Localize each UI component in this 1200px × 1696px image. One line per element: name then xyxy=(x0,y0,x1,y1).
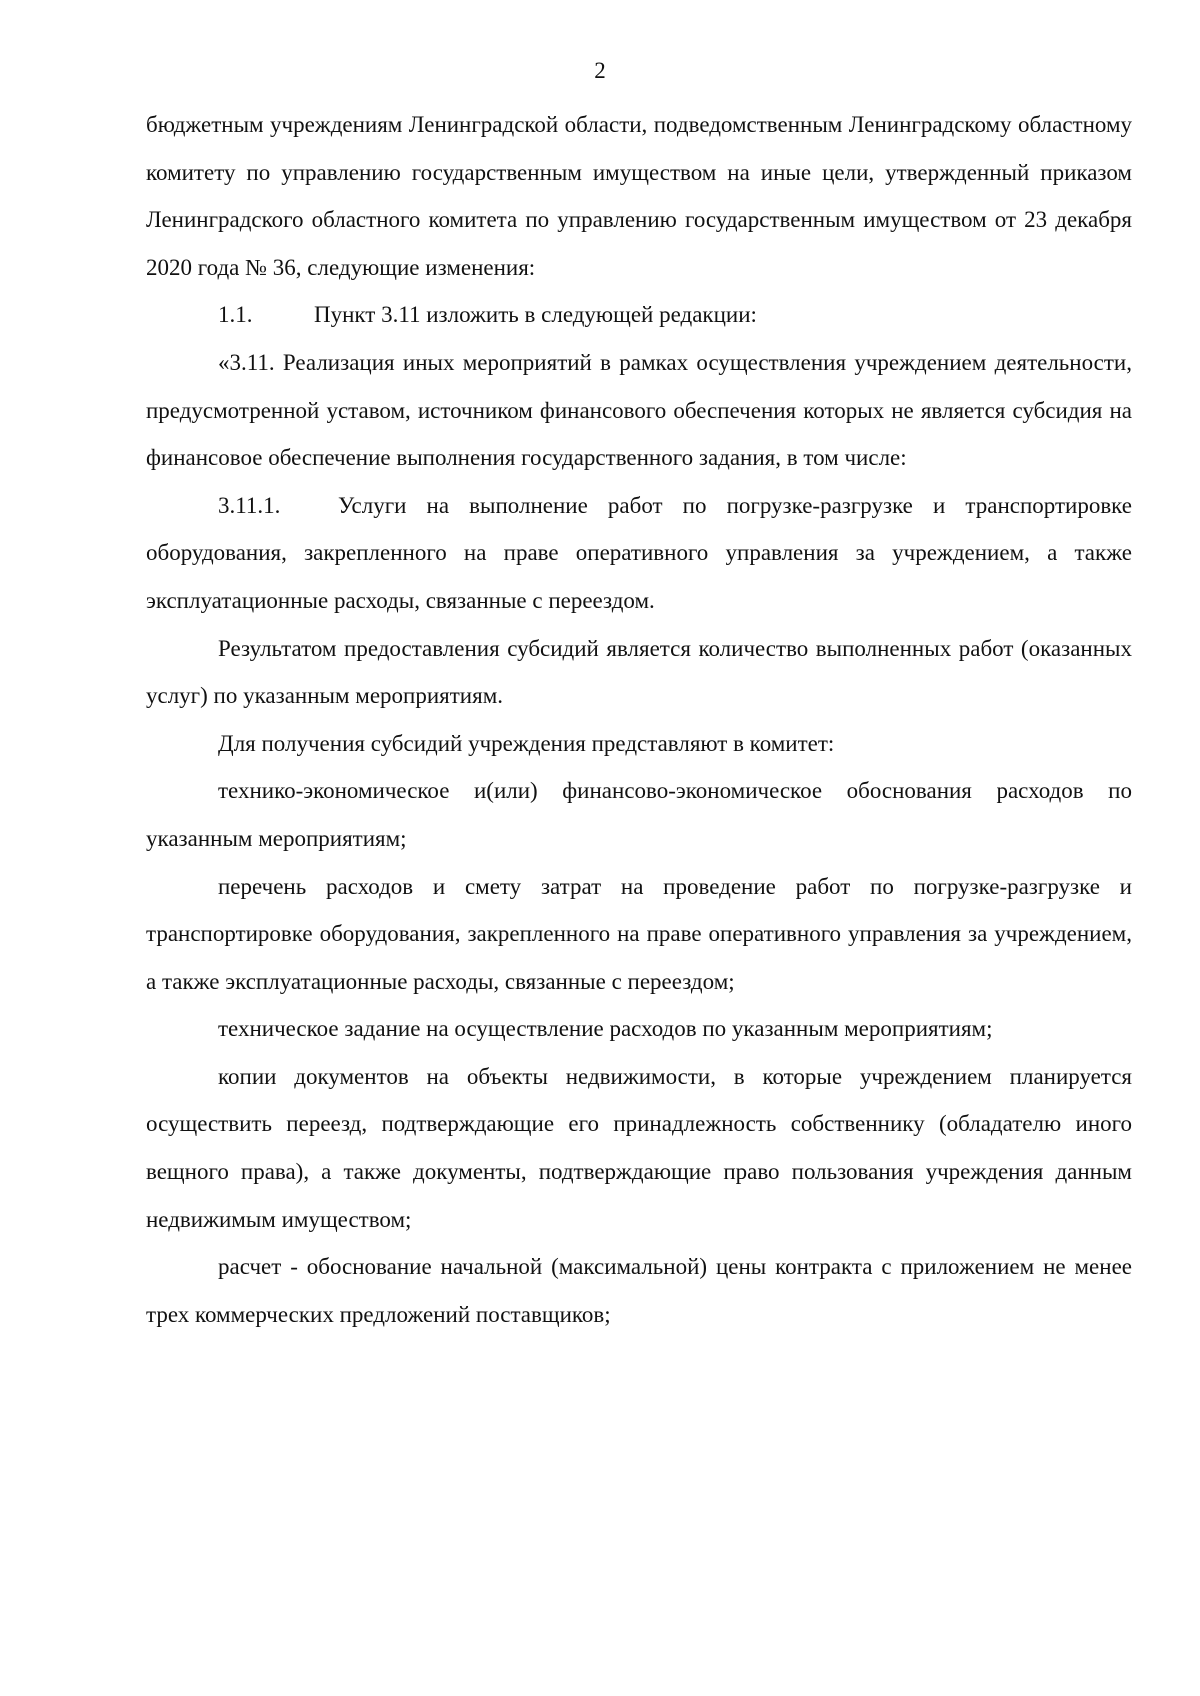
paragraph-item-3-11-1 xyxy=(146,482,1132,625)
item-number: 3.11.1. xyxy=(218,492,281,518)
paragraph-requirement-price-calc: расчет - обоснование начальной (максимальной) цены контракта с приложением не менее трех коммерческих предложений поставщиков; xyxy=(146,1254,1132,1327)
paragraph-intro: бюджетным учреждениям Ленинградской области, подведомственным Ленинградскому областному комитету по управлению государственным имуществом на иные цели, утвержденный приказом Ленинградского областного комитета по управлению государственным имуществом от 23 декабря 2020 года № 36, следующие изменения: xyxy=(146,112,1132,280)
paragraph-requirements-intro: Для получения субсидий учреждения представляют в комитет: xyxy=(218,730,835,756)
item-number: 1.1. xyxy=(218,302,253,328)
paragraph-item-1-1 xyxy=(146,291,1132,339)
paragraph-requirement-technical-task: техническое задание на осуществление расходов по указанным мероприятиям; xyxy=(218,1016,993,1042)
paragraph-requirement-cost-list: перечень расходов и смету затрат на проведение работ по погрузке-разгрузке и транспортировке оборудования, закрепленного на праве оперативного управления за учреждением, а также эксплуатационные расходы, связанные с переездом; xyxy=(146,873,1132,994)
page-number: 2 xyxy=(594,58,606,83)
paragraph-requirement-property-docs: копии документов на объекты недвижимости, в которые учреждением планируется осуществить переезд, подтверждающие его принадлежность собственнику (обладателю иного вещного права), а также документы, подтверждающие право пользования учреждения данным недвижимым имуществом; xyxy=(146,1063,1132,1232)
document-body xyxy=(146,101,1132,1338)
item-text: Пункт 3.11 изложить в следующей редакции: xyxy=(314,302,757,328)
item-text: Услуги на выполнение работ по погрузке-разгрузке и транспортировке оборудования, закрепленного на праве оперативного управления за учреждением, а также эксплуатационные расходы, связанные с переездом. xyxy=(146,492,1132,613)
paragraph-clause-3-11: «3.11. Реализация иных мероприятий в рамках осуществления учреждением деятельности, предусмотренной уставом, источником финансового обеспечения которых не является субсидия на финансовое обеспечение выполнения государственного задания, в том числе: xyxy=(146,349,1132,471)
paragraph-requirement-justification: технико-экономическое и(или) финансово-экономическое обоснования расходов по указанным мероприятиям; xyxy=(146,778,1132,851)
paragraph-result: Результатом предоставления субсидий является количество выполненных работ (оказанных услуг) по указанным мероприятиям. xyxy=(146,635,1132,709)
